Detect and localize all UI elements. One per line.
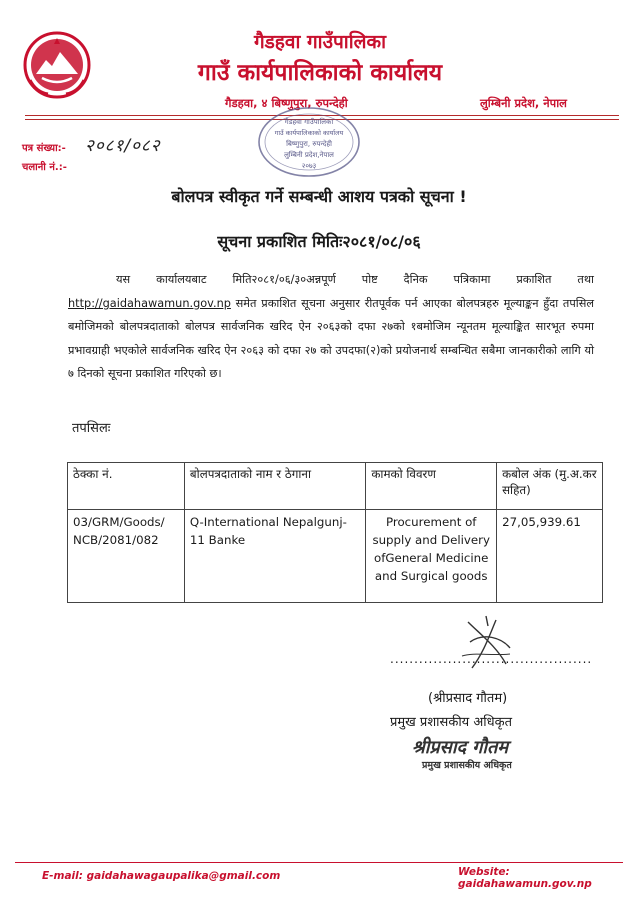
signatory-name: (श्रीप्रसाद गौतम) [428, 691, 508, 706]
body-part-2: समेत प्रकाशित सूचना अनुसार रीतपूर्वक पर्न आएका बोलपत्रहरु मूल्याङ्कन हुँदा तपसिल बमोजिमको बोलपत्रदाताको बोलपत्र सार्वजनिक खरिद ऐन २०६३को दफा २७को १बमोजिम न्यूनतम मूल्याङ्कित सारभूत रुपमा प्रभावग्राही भएकोले सार्वजनिक खरिद ऐन २०६३ को दफा २७ को उपदफा(२)को प्रयोजनार्थ सम्बन्धित सबैमा जानकारीको लागि यो ७ दिनको सूचना प्रकाशित गरिएको छ। [68, 296, 594, 380]
stamp-line4: लुम्बिनी प्रदेश,नेपाल [284, 151, 334, 159]
table-row [68, 510, 603, 603]
header-contract-no: ठेक्का नं. [68, 463, 185, 510]
header-bidder: बोलपत्रदाताको नाम र ठेगाना [184, 463, 365, 510]
signatory-stamp-name: श्रीप्रसाद गौतम [412, 737, 509, 758]
footer-divider [15, 862, 623, 863]
website-link[interactable]: http://gaidahawamun.gov.np [68, 296, 231, 310]
footer-email[interactable]: E-mail: gaidahawagaupalika@gmail.com [42, 870, 281, 882]
office-name: गैडहवा गाउँपालिका [253, 31, 387, 53]
notice-title: बोलपत्र स्वीकृत गर्ने सम्बन्धी आशय पत्रको सूचना ! [171, 187, 467, 206]
nepal-emblem-icon [22, 30, 92, 100]
office-address: गैडहवा, ४ बिष्णुपुरा, रुपन्देही [225, 96, 348, 110]
signature-line: .......................................... [390, 652, 593, 666]
notice-published-date: सूचना प्रकाशित मितिः२०८१/०८/०६ [217, 232, 421, 251]
header-amount: कबोल अंक (मु.अ.कर सहित) [497, 463, 603, 510]
cell-amount: 27,05,939.61 [497, 510, 603, 603]
stamp-line1: गैडहवा गाउँपालिका [284, 118, 334, 126]
chalani-label: चलानी नं.:- [22, 162, 67, 173]
header-description: कामको विवरण [366, 463, 497, 510]
body-part-1: यस कार्यालयबाट मिति२०८१/०६/३०अन्नपूर्ण पोष्ट दैनिक पत्रिकामा प्रकाशित तथा [116, 273, 594, 286]
stamp-line3: बिष्णुपुरा, रुपन्देही [286, 140, 332, 148]
signatory-designation: प्रमुख प्रशासकीय अधिकृत [390, 715, 513, 730]
footer-website[interactable]: Website: gaidahawamun.gov.np [458, 866, 592, 890]
patra-sankhya-label: पत्र संख्या:- [22, 143, 66, 154]
cell-bidder: Q-International Nepalgunj-11 Banke [184, 510, 365, 603]
signatory-stamp-designation: प्रमुख प्रशासकीय अधिकृत [422, 760, 512, 771]
office-title: गाउँ कार्यपालिकाको कार्यालय [197, 60, 443, 86]
cell-description: Procurement of supply and Delivery ofGeneral Medicine and Surgical goods [366, 510, 497, 603]
stamp-line2: गाउँ कार्यपालिकाको कार्यालय [274, 129, 344, 137]
cell-contract-no: 03/GRM/Goods/ NCB/2081/082 [68, 510, 185, 603]
tender-table [67, 462, 603, 603]
tapsil-label: तपसिलः [72, 421, 111, 436]
table-header-row [68, 463, 603, 510]
stamp-line5: २०७३ [301, 162, 317, 170]
office-province: लुम्बिनी प्रदेश, नेपाल [480, 96, 567, 110]
notice-body [68, 268, 594, 386]
patra-sankhya-value: २०८१/०८२ [85, 136, 161, 156]
office-seal-icon [255, 104, 363, 180]
